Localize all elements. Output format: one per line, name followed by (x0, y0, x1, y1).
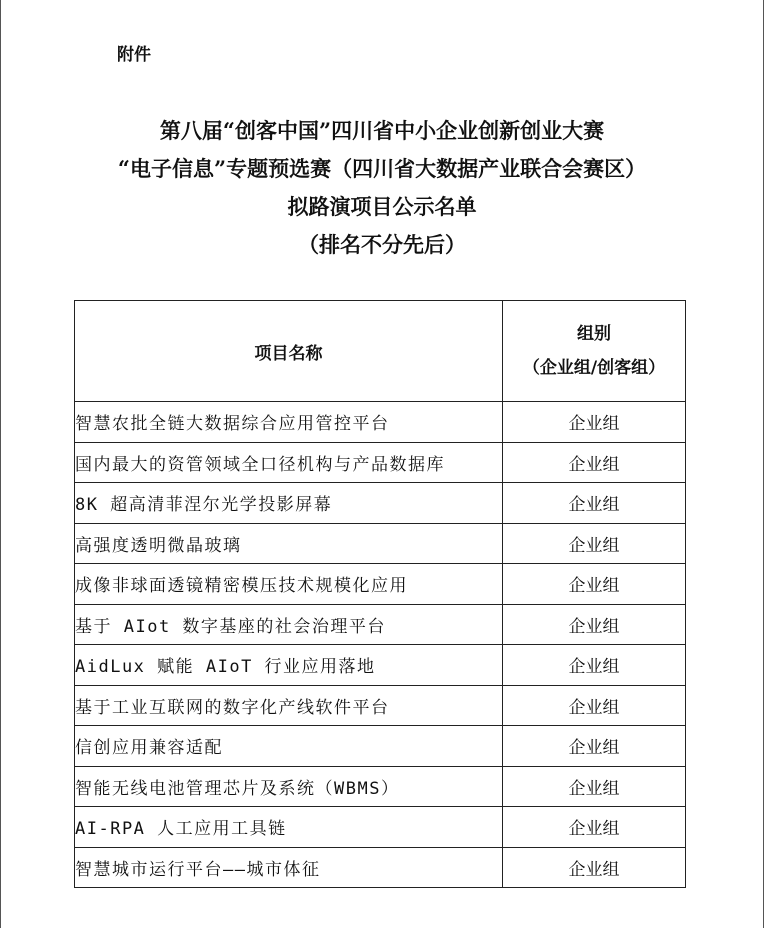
group-cell: 企业组 (503, 807, 686, 848)
project-name-cell: 国内最大的资管领域全口径机构与产品数据库 (75, 442, 503, 483)
group-cell: 企业组 (503, 604, 686, 645)
table-row (75, 685, 686, 726)
table-row (75, 604, 686, 645)
table-row (75, 442, 686, 483)
table-row (75, 564, 686, 605)
table-header-row (75, 301, 686, 402)
group-cell: 企业组 (503, 766, 686, 807)
project-name-cell: 成像非球面透镜精密模压技术规模化应用 (75, 564, 503, 605)
project-list-table (74, 300, 686, 888)
group-cell: 企业组 (503, 847, 686, 888)
table-row (75, 766, 686, 807)
title-line-4: （排名不分先后） (298, 232, 466, 257)
table-row (75, 726, 686, 767)
project-name-cell: 高强度透明微晶玻璃 (75, 523, 503, 564)
project-name-cell: 智慧农批全链大数据综合应用管控平台 (75, 402, 503, 443)
group-cell: 企业组 (503, 564, 686, 605)
project-name-cell: 基于 AIot 数字基座的社会治理平台 (75, 604, 503, 645)
group-cell: 企业组 (503, 442, 686, 483)
project-name-cell: 智慧城市运行平台——城市体征 (75, 847, 503, 888)
column-header-group-line-1: 组别 (577, 324, 611, 344)
project-name-cell: 基于工业互联网的数字化产线软件平台 (75, 685, 503, 726)
column-header-group-line-2: （企业组/创客组） (522, 358, 666, 378)
title-line-2: “电子信息”专题预选赛（四川省大数据产业联合会赛区） (117, 156, 647, 181)
project-name-cell: 8K 超高清菲涅尔光学投影屏幕 (75, 483, 503, 524)
attachment-label: 附件 (117, 45, 151, 65)
title-line-3: 拟路演项目公示名单 (287, 194, 477, 219)
group-cell: 企业组 (503, 523, 686, 564)
group-cell: 企业组 (503, 685, 686, 726)
group-cell: 企业组 (503, 483, 686, 524)
group-cell: 企业组 (503, 645, 686, 686)
table-row (75, 807, 686, 848)
table-row (75, 645, 686, 686)
column-header-project-name: 项目名称 (75, 301, 503, 402)
title-line-1: 第八届“创客中国”四川省中小企业创新创业大赛 (159, 118, 605, 143)
table-row (75, 402, 686, 443)
project-name-cell: 信创应用兼容适配 (75, 726, 503, 767)
group-cell: 企业组 (503, 402, 686, 443)
project-name-cell: AidLux 赋能 AIoT 行业应用落地 (75, 645, 503, 686)
table-row (75, 523, 686, 564)
document-title (0, 112, 764, 264)
table-row (75, 483, 686, 524)
column-header-group (503, 301, 686, 402)
project-name-cell: 智能无线电池管理芯片及系统（WBMS） (75, 766, 503, 807)
project-name-cell: AI-RPA 人工应用工具链 (75, 807, 503, 848)
table-row (75, 847, 686, 888)
group-cell: 企业组 (503, 726, 686, 767)
